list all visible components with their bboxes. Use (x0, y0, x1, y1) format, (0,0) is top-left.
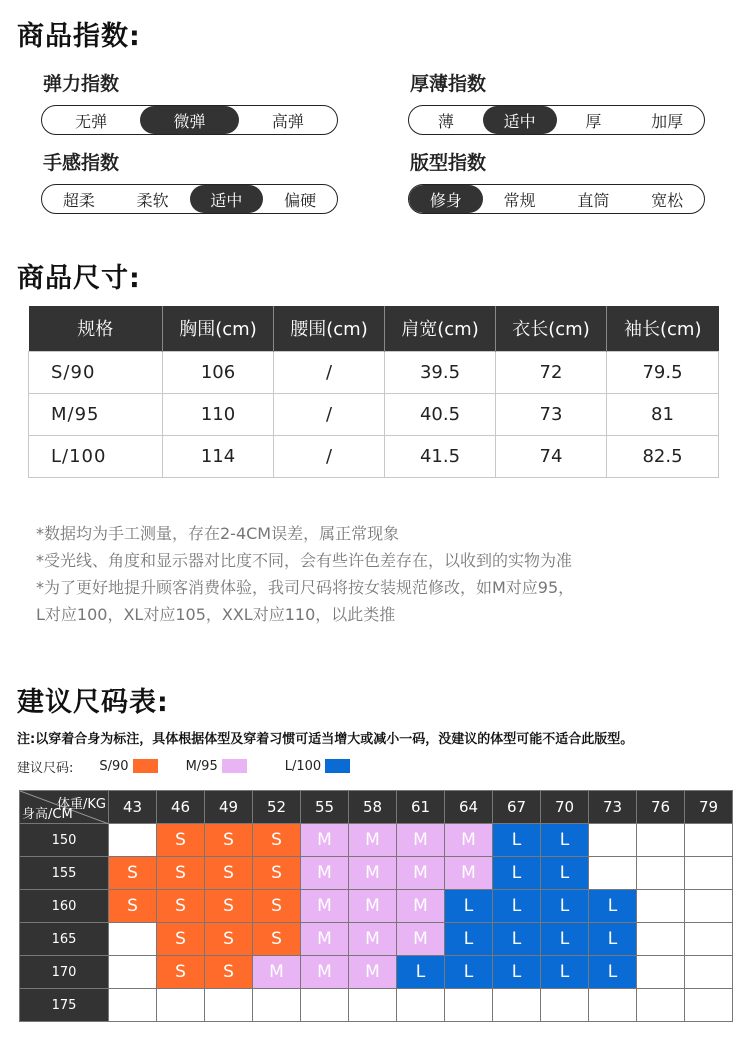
table-row (29, 351, 719, 393)
index-option-selected: 适中 (190, 185, 264, 213)
grid-cell-size-s: S (253, 923, 301, 956)
grid-cell-size-m: M (397, 824, 445, 857)
weight-header-cell: 79 (685, 791, 733, 824)
size-value-cell: 73 (496, 393, 607, 435)
index-options (408, 184, 705, 214)
grid-cell-size-m: M (301, 890, 349, 923)
size-value-cell: / (274, 435, 385, 477)
size-value-cell: / (274, 393, 385, 435)
height-header-cell: 160 (20, 890, 109, 923)
grid-cell-empty (109, 923, 157, 956)
grid-cell-empty (397, 989, 445, 1022)
grid-cell-size-l: L (445, 956, 493, 989)
weight-header-cell: 76 (637, 791, 685, 824)
index-option: 高弹 (271, 111, 304, 131)
grid-cell-size-m: M (349, 824, 397, 857)
grid-row (20, 824, 733, 857)
grid-cell-empty (205, 989, 253, 1022)
grid-cell-size-l: L (493, 956, 541, 989)
grid-cell-empty (637, 890, 685, 923)
index-option: 厚 (585, 111, 602, 131)
size-value-cell: 74 (496, 435, 607, 477)
size-recommendation-grid (19, 790, 733, 1022)
weight-axis-label: 体重/KG (57, 797, 106, 812)
grid-row (20, 857, 733, 890)
index-option: 加厚 (651, 111, 684, 131)
grid-cell-size-s: S (205, 956, 253, 989)
height-axis-label: 身高/CM (22, 807, 73, 822)
grid-corner (20, 791, 109, 824)
legend-swatch-l (325, 759, 350, 773)
grid-cell-size-l: L (493, 824, 541, 857)
grid-cell-empty (253, 989, 301, 1022)
table-row (29, 435, 719, 477)
grid-cell-size-s: S (157, 824, 205, 857)
size-header-cell: 腰围(cm) (274, 306, 385, 351)
grid-cell-size-s: S (253, 824, 301, 857)
size-spec-cell: M/95 (29, 393, 163, 435)
weight-header-cell: 46 (157, 791, 205, 824)
grid-cell-size-s: S (157, 890, 205, 923)
weight-header-cell: 43 (109, 791, 157, 824)
grid-cell-size-m: M (301, 923, 349, 956)
grid-cell-empty (541, 989, 589, 1022)
size-value-cell: 106 (163, 351, 274, 393)
size-value-cell: 114 (163, 435, 274, 477)
grid-cell-empty (685, 989, 733, 1022)
grid-cell-empty (349, 989, 397, 1022)
size-spec-cell: L/100 (29, 435, 163, 477)
weight-header-cell: 67 (493, 791, 541, 824)
grid-cell-empty (445, 989, 493, 1022)
grid-cell-size-s: S (253, 857, 301, 890)
note-line: *为了更好地提升顾客消费体验，我司尺码将按女装规范修改，如M对应95， (36, 578, 575, 597)
grid-cell-size-l: L (541, 857, 589, 890)
measurement-notes (36, 520, 574, 628)
grid-cell-size-m: M (301, 857, 349, 890)
grid-row (20, 923, 733, 956)
size-value-cell: 41.5 (385, 435, 496, 477)
recommendation-note: 注:以穿着合身为标注，具体根据体型及穿着习惯可适当增大或减小一码，没建议的体型可能不适合此版型。 (17, 732, 634, 747)
legend-swatch-s (133, 759, 158, 773)
grid-cell-size-m: M (445, 824, 493, 857)
index-option: 超柔 (62, 190, 95, 210)
legend-item-l-label: L/100 (284, 758, 322, 774)
legend-item-m-label: M/95 (185, 758, 218, 774)
size-header-cell: 胸围(cm) (163, 306, 274, 351)
grid-cell-size-s: S (253, 890, 301, 923)
grid-cell-empty (685, 857, 733, 890)
grid-cell-size-s: S (109, 890, 157, 923)
grid-cell-size-m: M (397, 857, 445, 890)
height-header-cell: 155 (20, 857, 109, 890)
index-option: 常规 (503, 190, 536, 210)
grid-cell-size-m: M (349, 923, 397, 956)
grid-cell-size-s: S (157, 956, 205, 989)
grid-cell-size-l: L (493, 923, 541, 956)
grid-cell-empty (685, 956, 733, 989)
grid-header-row (20, 791, 733, 824)
grid-cell-empty (685, 890, 733, 923)
grid-cell-size-m: M (397, 923, 445, 956)
grid-cell-empty (301, 989, 349, 1022)
size-table (28, 306, 719, 478)
suggest-size-title: 建议尺码表: (17, 687, 169, 718)
size-header-cell: 衣长(cm) (496, 306, 607, 351)
grid-cell-empty (637, 956, 685, 989)
grid-row (20, 956, 733, 989)
weight-header-cell: 52 (253, 791, 301, 824)
size-value-cell: / (274, 351, 385, 393)
size-value-cell: 72 (496, 351, 607, 393)
grid-cell-size-l: L (541, 956, 589, 989)
product-index-title: 商品指数: (17, 21, 141, 52)
grid-cell-size-l: L (397, 956, 445, 989)
weight-header-cell: 70 (541, 791, 589, 824)
grid-cell-empty (157, 989, 205, 1022)
size-value-cell: 79.5 (607, 351, 719, 393)
size-spec-cell: S/90 (29, 351, 163, 393)
grid-cell-size-l: L (493, 857, 541, 890)
weight-header-cell: 49 (205, 791, 253, 824)
grid-cell-size-l: L (589, 890, 637, 923)
grid-cell-size-l: L (589, 923, 637, 956)
weight-header-cell: 58 (349, 791, 397, 824)
index-option-selected: 微弹 (140, 106, 238, 134)
index-block (408, 152, 705, 214)
grid-cell-empty (637, 824, 685, 857)
grid-cell-size-s: S (205, 890, 253, 923)
size-value-cell: 39.5 (385, 351, 496, 393)
index-options (41, 184, 338, 214)
legend-item-s-label: S/90 (99, 758, 129, 774)
grid-cell-size-m: M (349, 956, 397, 989)
grid-row (20, 989, 733, 1022)
grid-cell-size-s: S (109, 857, 157, 890)
index-label: 弹力指数 (43, 73, 120, 95)
weight-header-cell: 73 (589, 791, 637, 824)
weight-header-cell: 55 (301, 791, 349, 824)
grid-cell-size-l: L (541, 824, 589, 857)
grid-cell-empty (637, 923, 685, 956)
legend-label: 建议尺码: (17, 760, 74, 776)
grid-cell-size-m: M (445, 857, 493, 890)
grid-cell-size-l: L (445, 923, 493, 956)
grid-cell-size-s: S (157, 857, 205, 890)
size-table-header (29, 306, 719, 351)
size-value-cell: 110 (163, 393, 274, 435)
grid-cell-empty (685, 824, 733, 857)
size-header-cell: 规格 (29, 306, 163, 351)
index-label: 厚薄指数 (410, 73, 487, 95)
legend-swatch-m (222, 759, 247, 773)
grid-cell-size-l: L (589, 956, 637, 989)
index-option: 柔软 (136, 190, 169, 210)
size-value-cell: 81 (607, 393, 719, 435)
grid-cell-empty (589, 857, 637, 890)
size-header-cell: 袖长(cm) (607, 306, 719, 351)
grid-cell-empty (637, 857, 685, 890)
note-line: *数据均为手工测量，存在2-4CM误差，属正常现象 (36, 524, 400, 543)
grid-cell-size-m: M (349, 857, 397, 890)
size-legend (17, 758, 350, 774)
grid-cell-size-m: M (253, 956, 301, 989)
index-block (41, 73, 338, 135)
grid-cell-size-l: L (493, 890, 541, 923)
note-line: *受光线、角度和显示器对比度不同，会有些许色差存在，以收到的实物为准 (36, 551, 573, 570)
index-block (408, 73, 705, 135)
index-options (41, 105, 338, 135)
grid-cell-size-s: S (205, 923, 253, 956)
grid-cell-empty (109, 989, 157, 1022)
table-row (29, 393, 719, 435)
index-option: 薄 (437, 111, 454, 131)
index-block (41, 152, 338, 214)
index-label: 版型指数 (410, 152, 487, 174)
weight-header-cell: 61 (397, 791, 445, 824)
grid-cell-size-l: L (445, 890, 493, 923)
grid-cell-size-l: L (541, 923, 589, 956)
grid-cell-size-s: S (205, 857, 253, 890)
grid-cell-size-s: S (205, 824, 253, 857)
index-option-selected: 适中 (483, 106, 557, 134)
grid-cell-empty (685, 923, 733, 956)
grid-cell-empty (109, 956, 157, 989)
height-header-cell: 150 (20, 824, 109, 857)
note-line: L对应100，XL对应105，XXL对应110，以此类推 (36, 605, 396, 624)
grid-cell-empty (109, 824, 157, 857)
grid-row (20, 890, 733, 923)
size-header-cell: 肩宽(cm) (385, 306, 496, 351)
index-label: 手感指数 (43, 152, 120, 174)
grid-cell-size-l: L (541, 890, 589, 923)
grid-cell-empty (637, 989, 685, 1022)
index-option: 无弹 (75, 111, 108, 131)
index-option: 偏硬 (284, 190, 317, 210)
weight-header-cell: 64 (445, 791, 493, 824)
grid-cell-size-s: S (157, 923, 205, 956)
grid-cell-size-m: M (349, 890, 397, 923)
grid-cell-size-m: M (301, 956, 349, 989)
height-header-cell: 165 (20, 923, 109, 956)
grid-cell-empty (493, 989, 541, 1022)
height-header-cell: 175 (20, 989, 109, 1022)
index-option-selected: 修身 (409, 185, 483, 213)
grid-cell-empty (589, 989, 637, 1022)
grid-cell-size-m: M (301, 824, 349, 857)
grid-cell-empty (589, 824, 637, 857)
size-value-cell: 82.5 (607, 435, 719, 477)
index-option: 宽松 (651, 190, 684, 210)
index-options (408, 105, 705, 135)
height-header-cell: 170 (20, 956, 109, 989)
product-size-title: 商品尺寸: (17, 263, 141, 294)
size-value-cell: 40.5 (385, 393, 496, 435)
index-option: 直筒 (577, 190, 610, 210)
grid-cell-size-m: M (397, 890, 445, 923)
